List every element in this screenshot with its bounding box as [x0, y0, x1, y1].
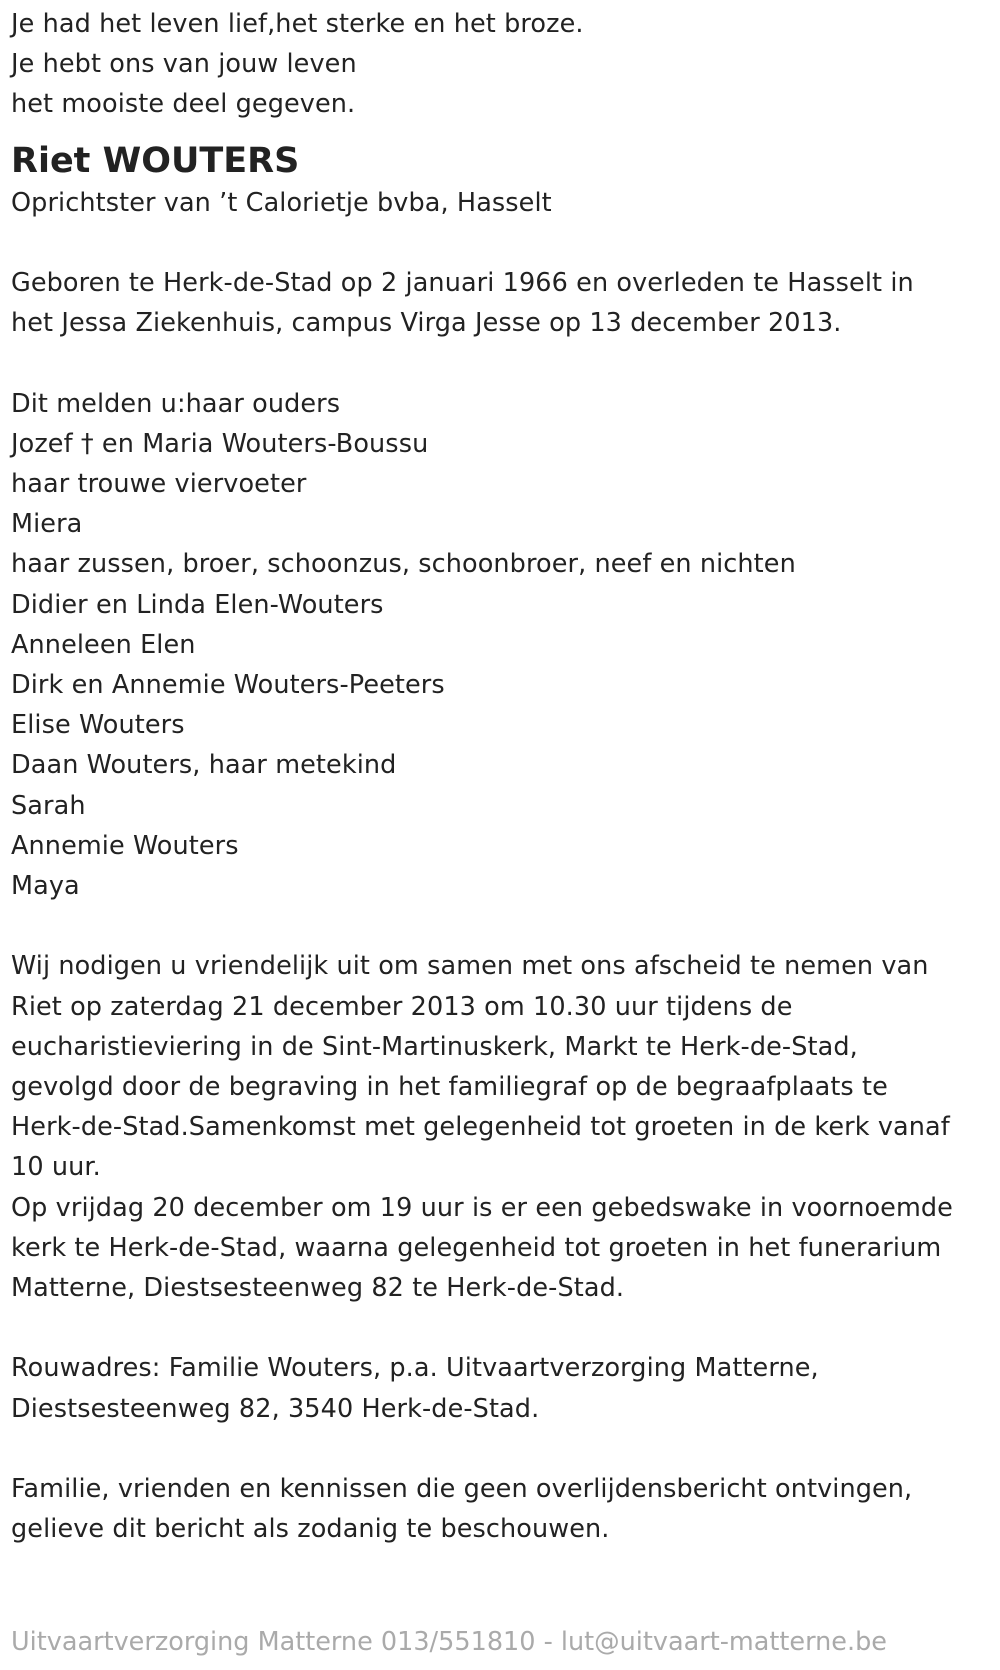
paragraph-line: 10 uur.: [11, 1152, 101, 1183]
announcer-line: haar zussen, broer, schoonzus, schoonbroer, neef en nichten: [11, 549, 796, 580]
deceased-subtitle: Oprichtster van ’t Calorietje bvba, Hasselt: [11, 187, 552, 218]
announcer-line: Miera: [11, 509, 83, 540]
spacer: [11, 343, 996, 383]
birth-death-paragraph: [11, 263, 996, 343]
paragraph-line: Op vrijdag 20 december om 19 uur is er een gebedswake in voornoemde: [11, 1192, 953, 1223]
poem-line: het mooiste deel gegeven.: [11, 89, 356, 120]
paragraph-line: kerk te Herk-de-Stad, waarna gelegenheid tot groeten in het funerarium: [11, 1232, 942, 1263]
paragraph-line: gelieve dit bericht als zodanig te beschouwen.: [11, 1514, 610, 1545]
address-paragraph: [11, 1348, 996, 1428]
announcer-line: Anneleen Elen: [11, 629, 196, 660]
announcer-line: Dirk en Annemie Wouters-Peeters: [11, 670, 445, 701]
announcer-line: Jozef † en Maria Wouters-Boussu: [11, 428, 429, 459]
announcer-line: Maya: [11, 871, 80, 902]
paragraph-line: gevolgd door de begraving in het familiegraf op de begraafplaats te: [11, 1072, 888, 1103]
paragraph-line: Riet op zaterdag 21 december 2013 om 10.30 uur tijdens de: [11, 991, 793, 1022]
announcer-line: Dit melden u:haar ouders: [11, 388, 341, 419]
spacer: [11, 223, 996, 263]
announcer-line: haar trouwe viervoeter: [11, 469, 307, 499]
poem: [11, 4, 996, 125]
spacer: [11, 1429, 996, 1469]
announcers-list: [11, 384, 996, 907]
footer-contact: Uitvaartverzorging Matterne 013/551810 - lut@uitvaart-matterne.be: [11, 1627, 887, 1657]
closing-paragraph: [11, 1469, 996, 1549]
poem-line: Je hebt ons van jouw leven: [11, 49, 357, 80]
announcer-line: Didier en Linda Elen-Wouters: [11, 589, 384, 620]
announcer-line: Annemie Wouters: [11, 830, 239, 861]
announcer-line: Elise Wouters: [11, 710, 185, 741]
paragraph-line: Matterne, Diestsesteenweg 82 te Herk-de-Stad.: [11, 1273, 625, 1304]
spacer: [11, 906, 996, 946]
paragraph-line: eucharistieviering in de Sint-Martinuskerk, Markt te Herk-de-Stad,: [11, 1031, 858, 1062]
poem-line: Je had het leven lief,het sterke en het broze.: [11, 9, 584, 39]
paragraph-line: het Jessa Ziekenhuis, campus Virga Jesse op 13 december 2013.: [11, 308, 842, 339]
ceremony-paragraph: [11, 946, 996, 1308]
announcer-line: Daan Wouters, haar metekind: [11, 750, 397, 781]
spacer: [11, 1308, 996, 1348]
deceased-name: Riet WOUTERS: [11, 140, 300, 181]
paragraph-line: Herk-de-Stad.Samenkomst met gelegenheid tot groeten in de kerk vanaf: [11, 1112, 950, 1143]
paragraph-line: Familie, vrienden en kennissen die geen overlijdensbericht ontvingen,: [11, 1474, 913, 1505]
paragraph-line: Geboren te Herk-de-Stad op 2 januari 1966 en overleden te Hasselt in: [11, 268, 914, 298]
paragraph-line: Diestsesteenweg 82, 3540 Herk-de-Stad.: [11, 1393, 540, 1424]
announcer-line: Sarah: [11, 790, 86, 821]
paragraph-line: Wij nodigen u vriendelijk uit om samen met ons afscheid te nemen van: [11, 951, 929, 982]
paragraph-line: Rouwadres: Familie Wouters, p.a. Uitvaartverzorging Matterne,: [11, 1353, 819, 1384]
